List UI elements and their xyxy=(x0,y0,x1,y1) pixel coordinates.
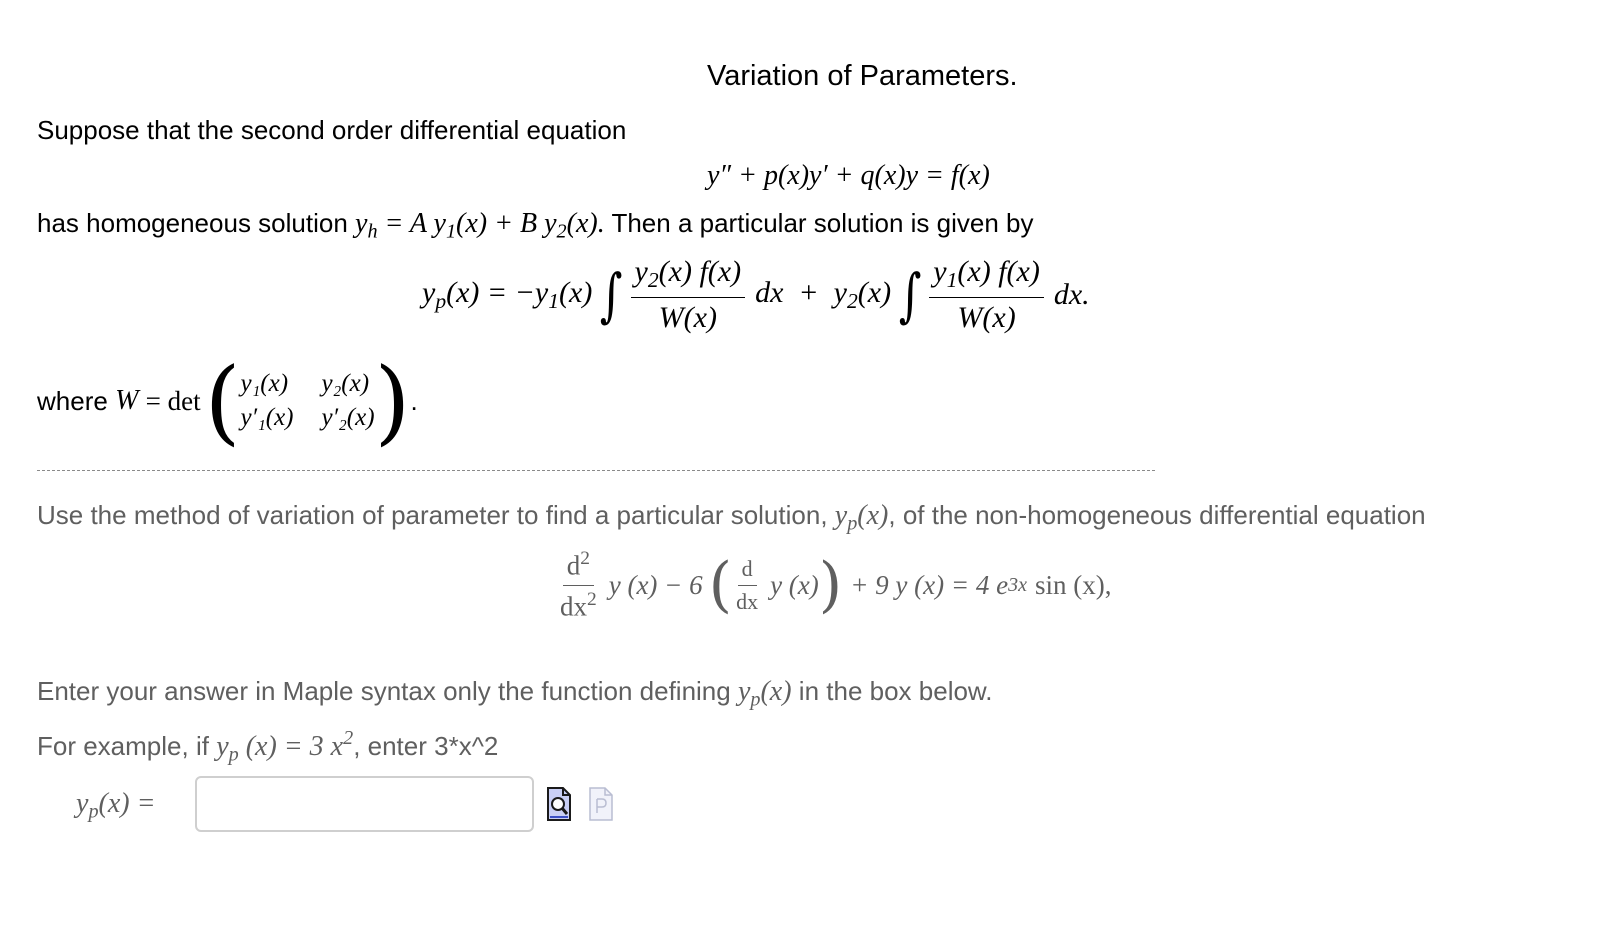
homogeneous-solution-line xyxy=(37,208,1033,244)
preview-icon[interactable] xyxy=(546,786,572,822)
problem-ode xyxy=(556,545,1111,625)
intro-text: Suppose that the second order differential equation xyxy=(37,115,627,145)
ode-rest: + 9 y (x) = 4 e xyxy=(850,569,1009,600)
ode-term-2: y (x) xyxy=(770,569,819,600)
ode-left-paren: ( xyxy=(708,550,733,620)
ode-exp: 3x xyxy=(1008,573,1027,596)
d2-num: d xyxy=(566,550,581,581)
problem-statement xyxy=(37,500,1426,536)
homog-prefix: has homogeneous solution xyxy=(37,208,348,238)
wronskian-matrix xyxy=(241,370,375,432)
y1-arg: (x) xyxy=(559,275,593,309)
fraction-2 xyxy=(929,255,1044,334)
answer-input[interactable] xyxy=(195,776,534,832)
answer-label-rest: (x) = xyxy=(98,788,156,819)
instr1-suffix: in the box below. xyxy=(798,676,993,706)
y2-arg: (x) xyxy=(857,275,892,309)
wronskian-end: . xyxy=(410,385,418,416)
formula-lhs-arg: (x) = −y xyxy=(446,275,549,309)
matrix-cell-21: y′₁(x) xyxy=(240,404,294,431)
page-title: Variation of Parameters. xyxy=(707,60,1018,92)
frac1-num-sub: 2 xyxy=(647,268,659,293)
frac2-num-rest: (x) f(x) xyxy=(957,255,1040,289)
help-document-icon[interactable] xyxy=(588,786,614,822)
frac1-den: W(x) xyxy=(658,300,717,334)
d1-num: d xyxy=(738,556,757,586)
homog-sub2: 2 xyxy=(556,220,567,243)
instr2-yp: y xyxy=(216,731,229,763)
homog-sub1: 1 xyxy=(445,220,457,243)
frac2-num-sub: 1 xyxy=(946,268,958,293)
left-paren: ( xyxy=(204,347,241,455)
homog-eq-mid: (x) + B y xyxy=(456,208,557,239)
first-derivative-operator xyxy=(732,556,762,615)
second-derivative-operator xyxy=(556,548,601,622)
d2-den: dx xyxy=(560,591,587,622)
homog-suffix: Then a particular solution is given by xyxy=(611,208,1034,238)
y1-sub: 1 xyxy=(548,289,560,314)
frac1-num: y xyxy=(634,255,648,289)
y2-sub: 2 xyxy=(846,289,858,314)
frac2-den: W(x) xyxy=(957,300,1016,334)
answer-label xyxy=(76,788,156,824)
instr1-yp-sub: p xyxy=(750,688,761,711)
matrix-cell-11: y₁(x) xyxy=(240,370,289,397)
instr1-prefix: Enter your answer in Maple syntax only the function defining xyxy=(37,676,731,706)
ode-end: sin (x), xyxy=(1034,569,1112,600)
right-paren: ) xyxy=(374,347,411,455)
integral-sign-1: ∫ xyxy=(600,261,623,329)
problem-yp-arg: (x) xyxy=(857,500,889,531)
wronskian-eq: = det xyxy=(145,385,201,416)
ode-right-paren: ) xyxy=(818,550,843,620)
formula-end: dx. xyxy=(1053,278,1090,311)
instructions-line-1 xyxy=(37,676,993,712)
instructions-line-2 xyxy=(37,727,498,767)
homog-eq-end: (x). xyxy=(566,208,605,239)
problem-prefix: Use the method of variation of parameter to find a particular solution, xyxy=(37,500,828,530)
problem-yp-sub: p xyxy=(847,512,858,535)
instr2-suffix: , enter 3*x^2 xyxy=(353,731,499,762)
problem-yp: y xyxy=(834,500,848,531)
instr1-arg: (x) xyxy=(760,676,792,707)
frac1-num-rest: (x) f(x) xyxy=(658,255,742,289)
fraction-1 xyxy=(631,255,746,334)
answer-label-y: y xyxy=(76,788,89,819)
yp-symbol: y xyxy=(422,275,436,309)
matrix-cell-22: y′₂(x) xyxy=(321,404,375,431)
yp-sub: p xyxy=(435,289,447,314)
wronskian-prefix: where xyxy=(37,385,108,416)
frac2-num: y xyxy=(933,255,947,289)
d2-num-sup: 2 xyxy=(580,547,590,569)
integral-sign-2: ∫ xyxy=(898,261,922,329)
problem-suffix: , of the non-homogeneous differential equation xyxy=(888,500,1426,530)
wronskian-definition xyxy=(37,347,418,455)
d2-den-sup: 2 xyxy=(587,588,597,610)
wronskian-w: W xyxy=(115,385,139,416)
instr2-yp-sub: p xyxy=(228,743,239,766)
dashed-divider xyxy=(37,470,1155,471)
particular-solution-formula xyxy=(422,252,1090,338)
dx-plus: dx + y xyxy=(755,275,847,309)
ode-term-1: y (x) − 6 xyxy=(608,569,703,600)
instr1-yp: y xyxy=(737,676,751,707)
general-ode: y″ + p(x)y′ + q(x)y = f(x) xyxy=(707,160,990,191)
matrix-cell-12: y₂(x) xyxy=(321,370,370,397)
answer-label-sub: p xyxy=(88,800,99,823)
homog-eq-a: = A y xyxy=(384,208,446,239)
d1-den: dx xyxy=(736,588,759,614)
instr2-prefix: For example, if xyxy=(37,731,209,762)
yh-sub: h xyxy=(367,220,378,243)
yh-symbol: y xyxy=(355,208,368,239)
instr2-sup: 2 xyxy=(343,727,354,749)
instr2-eq: (x) = 3 x xyxy=(245,731,344,763)
